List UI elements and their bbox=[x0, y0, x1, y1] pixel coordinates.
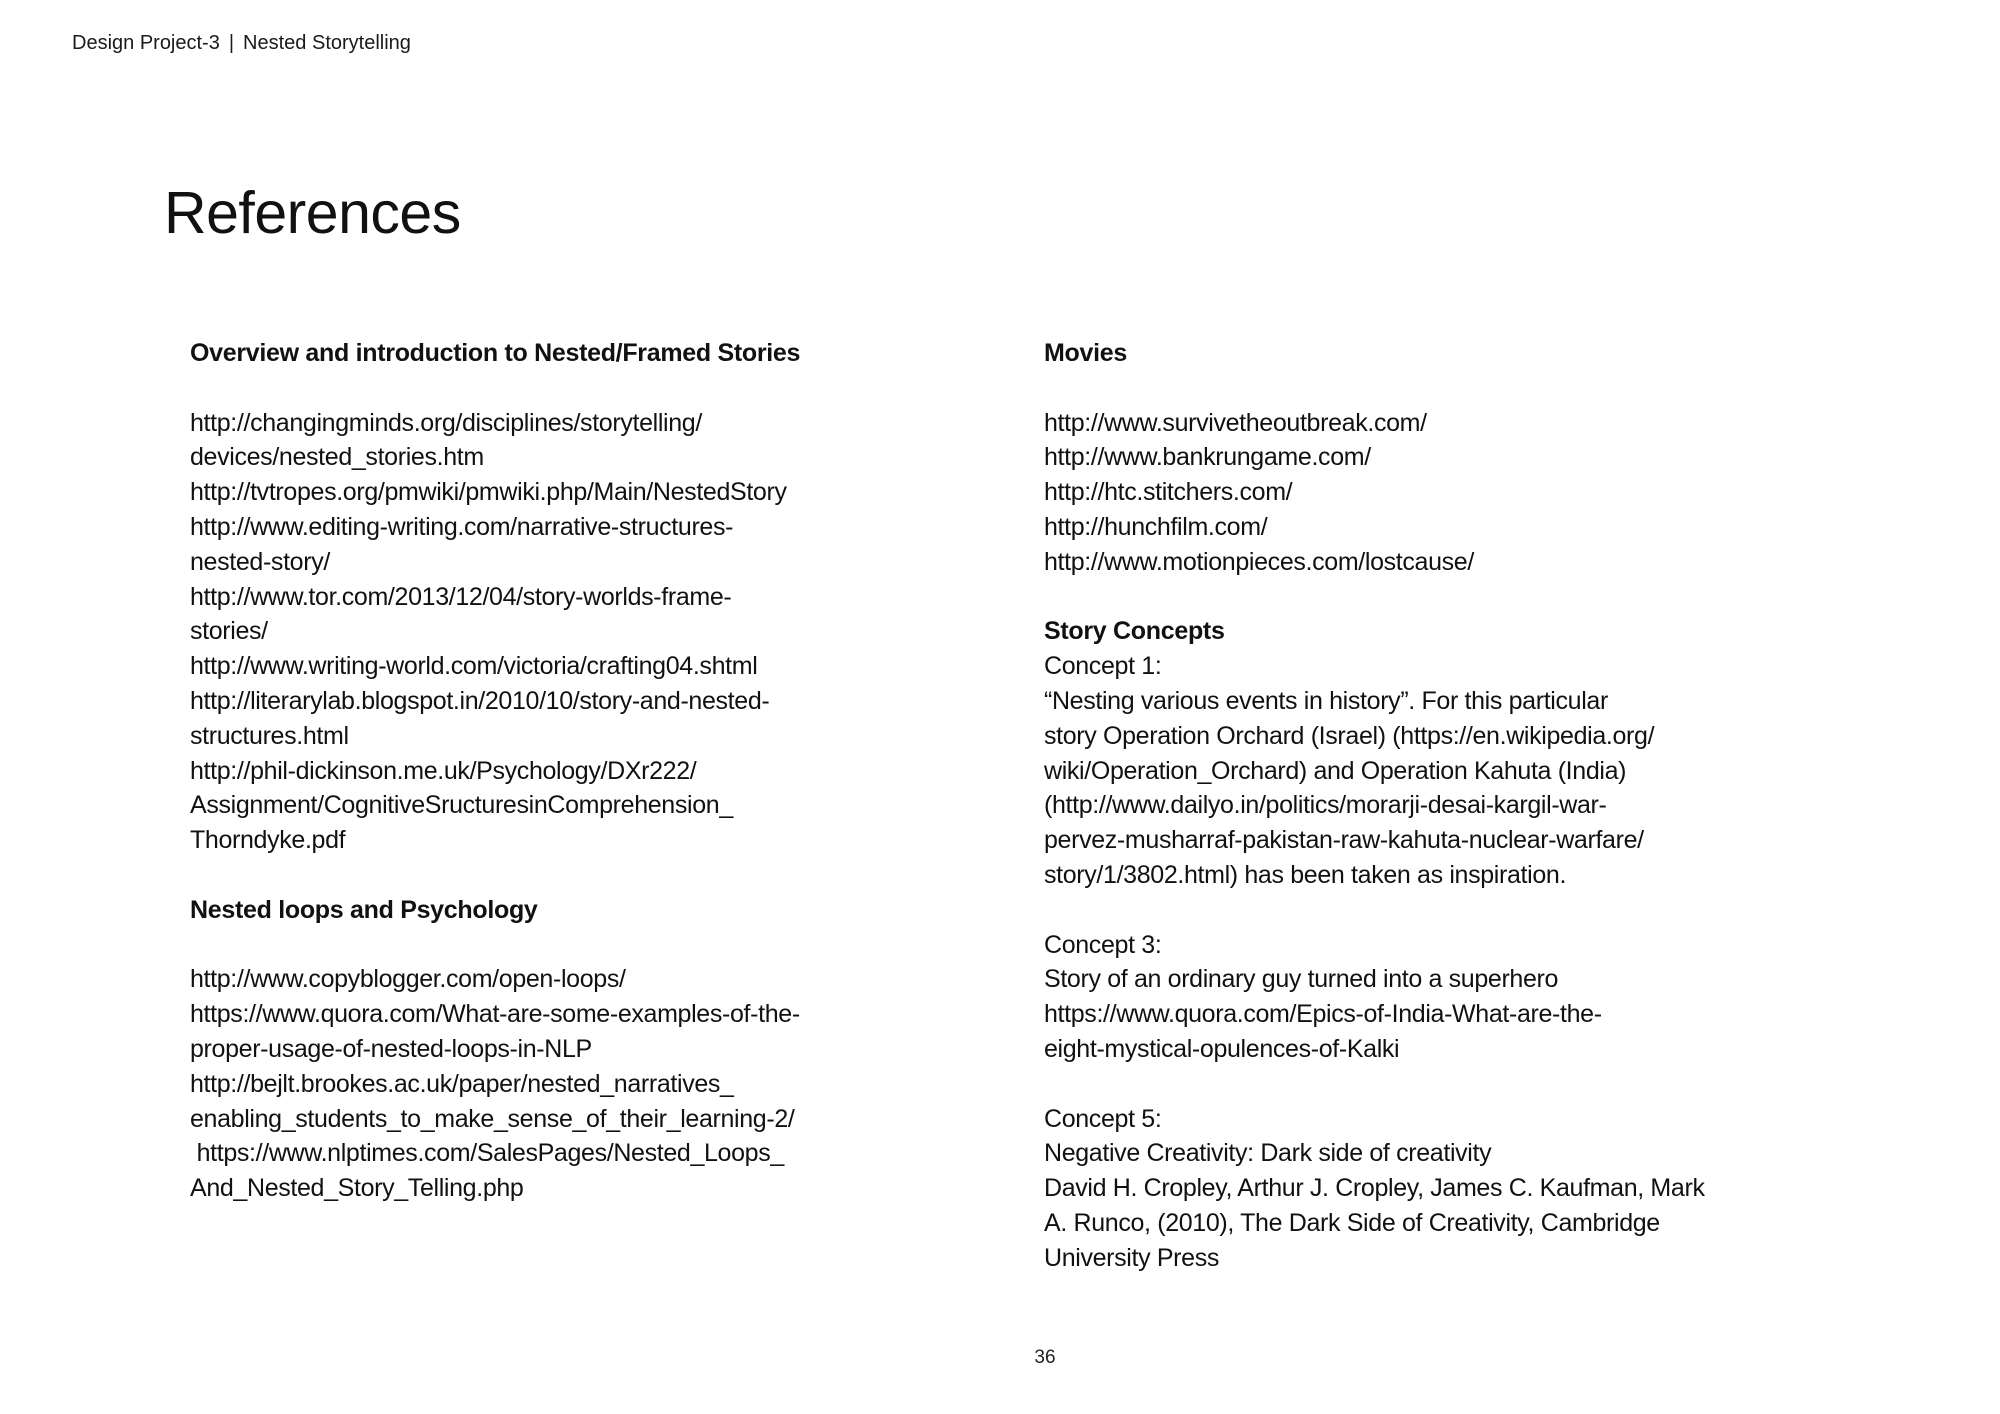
section-heading: Overview and introduction to Nested/Framed Stories bbox=[190, 339, 801, 367]
section-story-concepts bbox=[1044, 614, 1944, 1275]
concept-text: “Nesting various events in history”. For this particular bbox=[1044, 686, 1608, 715]
reference-link-continuation[interactable]: structures.html bbox=[190, 721, 349, 750]
reference-link[interactable]: http://phil-dickinson.me.uk/Psychology/DXr222/ bbox=[190, 756, 697, 785]
running-header bbox=[72, 30, 411, 56]
section-movies bbox=[1044, 336, 1944, 580]
reference-link[interactable]: http://tvtropes.org/pmwiki/pmwiki.php/Main/NestedStory bbox=[190, 478, 787, 507]
spacer bbox=[190, 928, 1020, 963]
reference-link[interactable]: http://www.writing-world.com/victoria/crafting04.shtml bbox=[190, 652, 758, 681]
spacer bbox=[1044, 893, 1944, 928]
concept-label: Concept 5: bbox=[1044, 1104, 1162, 1133]
project-subject: Nested Storytelling bbox=[243, 32, 411, 54]
reference-link-continuation[interactable]: Thorndyke.pdf bbox=[190, 826, 346, 855]
reference-link[interactable]: http://www.editing-writing.com/narrative-structures- bbox=[190, 512, 734, 541]
concept-link-continuation[interactable]: eight-mystical-opulences-of-Kalki bbox=[1044, 1034, 1400, 1063]
header-separator: | bbox=[228, 32, 235, 54]
concept-text: (http://www.dailyo.in/politics/morarji-desai-kargil-war- bbox=[1044, 791, 1607, 820]
concept-label: Concept 1: bbox=[1044, 652, 1162, 681]
citation-text: University Press bbox=[1044, 1243, 1219, 1272]
page-title: References bbox=[164, 180, 461, 246]
reference-link[interactable]: http://www.tor.com/2013/12/04/story-worlds-frame- bbox=[190, 582, 732, 611]
movie-link[interactable]: http://htc.stitchers.com/ bbox=[1044, 478, 1293, 507]
movie-link[interactable]: http://www.motionpieces.com/lostcause/ bbox=[1044, 547, 1474, 576]
references-left-column bbox=[190, 336, 1020, 1206]
reference-link[interactable]: http://bejlt.brookes.ac.uk/paper/nested_narratives_ bbox=[190, 1069, 734, 1098]
movie-link[interactable]: http://www.survivetheoutbreak.com/ bbox=[1044, 408, 1427, 437]
movie-link[interactable]: http://hunchfilm.com/ bbox=[1044, 512, 1268, 541]
concept-text: Story of an ordinary guy turned into a superhero bbox=[1044, 965, 1559, 994]
reference-link[interactable]: https://www.nlptimes.com/SalesPages/Nested_Loops_ bbox=[190, 1139, 784, 1168]
concept-text: story Operation Orchard (Israel) (https://en.wikipedia.org/ bbox=[1044, 721, 1655, 750]
reference-link[interactable]: http://literarylab.blogspot.in/2010/10/story-and-nested- bbox=[190, 686, 770, 715]
section-overview-nested-stories bbox=[190, 336, 1020, 858]
concept-text: Negative Creativity: Dark side of creativity bbox=[1044, 1139, 1492, 1168]
reference-link[interactable]: http://www.copyblogger.com/open-loops/ bbox=[190, 965, 626, 994]
citation-text: David H. Cropley, Arthur J. Cropley, James C. Kaufman, Mark bbox=[1044, 1174, 1705, 1203]
section-nested-loops-psychology bbox=[190, 893, 1020, 1206]
reference-link-continuation[interactable]: proper-usage-of-nested-loops-in-NLP bbox=[190, 1034, 592, 1063]
reference-link-continuation[interactable]: Assignment/CognitiveSructuresinComprehension_ bbox=[190, 791, 733, 820]
reference-link-continuation[interactable]: nested-story/ bbox=[190, 547, 330, 576]
spacer bbox=[1044, 371, 1944, 406]
spacer bbox=[1044, 580, 1944, 615]
reference-link[interactable]: https://www.quora.com/What-are-some-examples-of-the- bbox=[190, 1000, 800, 1029]
concept-1 bbox=[1044, 649, 1944, 893]
concept-text: wiki/Operation_Orchard) and Operation Kahuta (India) bbox=[1044, 756, 1627, 785]
concept-5 bbox=[1044, 1102, 1944, 1276]
movie-link[interactable]: http://www.bankrungame.com/ bbox=[1044, 443, 1371, 472]
reference-link-continuation[interactable]: enabling_students_to_make_sense_of_their_learning-2/ bbox=[190, 1104, 795, 1133]
citation-text: A. Runco, (2010), The Dark Side of Creativity, Cambridge bbox=[1044, 1208, 1660, 1237]
concept-3 bbox=[1044, 928, 1944, 1067]
concept-link[interactable]: https://www.quora.com/Epics-of-India-What-are-the- bbox=[1044, 1000, 1602, 1029]
section-heading: Movies bbox=[1044, 339, 1127, 367]
concept-label: Concept 3: bbox=[1044, 930, 1162, 959]
spacer bbox=[1044, 1067, 1944, 1102]
section-heading: Story Concepts bbox=[1044, 617, 1225, 646]
concept-text: pervez-musharraf-pakistan-raw-kahuta-nuclear-warfare/ bbox=[1044, 826, 1644, 855]
references-right-column bbox=[1044, 336, 1944, 1276]
reference-link-continuation[interactable]: And_Nested_Story_Telling.php bbox=[190, 1174, 524, 1203]
page-number: 36 bbox=[1034, 1347, 1056, 1368]
concept-text: story/1/3802.html) has been taken as inspiration. bbox=[1044, 860, 1567, 889]
reference-link[interactable]: http://changingminds.org/disciplines/storytelling/ bbox=[190, 408, 702, 437]
reference-link-continuation[interactable]: stories/ bbox=[190, 617, 268, 646]
reference-link-continuation[interactable]: devices/nested_stories.htm bbox=[190, 443, 484, 472]
spacer bbox=[190, 858, 1020, 893]
project-name: Design Project-3 bbox=[72, 32, 220, 54]
spacer bbox=[190, 371, 1020, 406]
section-heading: Nested loops and Psychology bbox=[190, 895, 538, 924]
